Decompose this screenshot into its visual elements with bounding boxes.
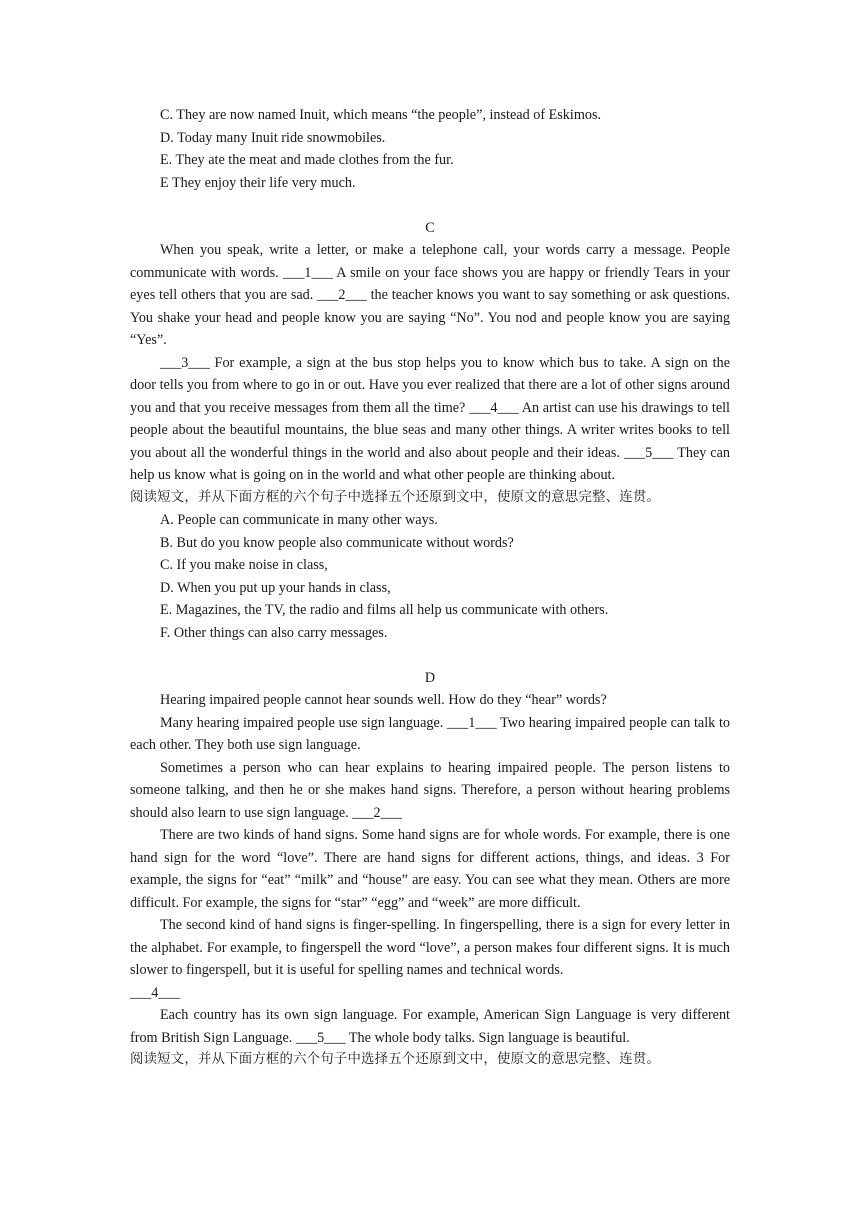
option-line: C. If you make noise in class,: [160, 557, 328, 573]
paragraph: ___3___ For example, a sign at the bus stop helps you to know which bus to take. A sign on the door tells you from where to go in or out. Have you ever realized that there are a lot of other signs around you and that you receive messages from them all the time? ___4___ An artist can use his drawings to tell people about the beautiful mountains, the blue seas and many other things. A writer writes books to tell you about all the wonderful things in the world and also about people and their ideas. ___5___ They can help us know what is going on in the world and what other people are thinking about.: [130, 354, 730, 483]
document-page: [130, 104, 730, 1072]
paragraph: There are two kinds of hand signs. Some hand signs are for whole words. For example, there is one hand sign for the word “love”. There are hand signs for different actions, things, and ideas. 3 For example, the signs for “eat” “milk” and “house” are easy. You can see what they mean. Others are more difficult. For example, the signs for “star” “egg” and “week” are more difficult.: [130, 827, 730, 911]
paragraph: Hearing impaired people cannot hear sounds well. How do they “hear” words?: [160, 692, 607, 708]
option-line: D. When you put up your hands in class,: [160, 579, 391, 596]
section-c: [130, 217, 730, 645]
option-line: A. People can communicate in many other ways.: [160, 512, 438, 528]
paragraph: Many hearing impaired people use sign language. ___1___ Two hearing impaired people can talk to each other. They both use sign language.: [130, 714, 730, 753]
instruction-text: 阅读短文，并从下面方框的六个句子中选择五个还原到文中，使原文的意思完整、连贯。: [130, 1052, 661, 1067]
option-line: D. Today many Inuit ride snowmobiles.: [160, 129, 386, 146]
option-line: E They enjoy their life very much.: [160, 174, 356, 191]
section-heading: D: [424, 669, 436, 686]
section-heading: C: [425, 219, 435, 236]
option-line: B. But do you know people also communicate without words?: [160, 534, 514, 551]
section-b-options: [130, 104, 730, 194]
paragraph: When you speak, write a letter, or make a telephone call, your words carry a message. People communicate with words. ___1___ A smile on your face shows you are happy or friendly Tears in your eyes tell others that you are sad. ___2___ the teacher knows you want to say something or ask questions. You shake your head and people know you are saying “No”. You nod and people know you are saying “Yes”.: [130, 242, 730, 348]
section-d: [130, 667, 730, 1072]
paragraph: The second kind of hand signs is finger-spelling. In fingerspelling, there is a sign for every letter in the alphabet. For example, to fingerspell the word “love”, a person makes four different signs. It is much slower to fingerspell, but it is useful for spelling names and technical words.: [130, 917, 730, 978]
option-line: E. Magazines, the TV, the radio and films all help us communicate with others.: [160, 602, 609, 618]
option-line: E. They ate the meat and made clothes from the fur.: [160, 152, 454, 168]
option-line: C. They are now named Inuit, which means “the people”, instead of Eskimos.: [160, 107, 602, 123]
paragraph: Sometimes a person who can hear explains to hearing impaired people. The person listens to someone talking, and then he or she makes hand signs. Therefore, a person without hearing problems should also learn to use sign language. ___2___: [130, 759, 730, 821]
paragraph-tail: ___4___: [130, 984, 180, 1001]
spacer: [130, 644, 730, 667]
instruction-text: 阅读短文，并从下面方框的六个句子中选择五个还原到文中，使原文的意思完整、连贯。: [130, 489, 661, 505]
option-line: F. Other things can also carry messages.: [160, 624, 388, 641]
spacer: [130, 194, 730, 217]
paragraph: Each country has its own sign language. For example, American Sign Language is very different from British Sign Language. ___5___ The whole body talks. Sign language is beautiful.: [130, 1007, 730, 1046]
